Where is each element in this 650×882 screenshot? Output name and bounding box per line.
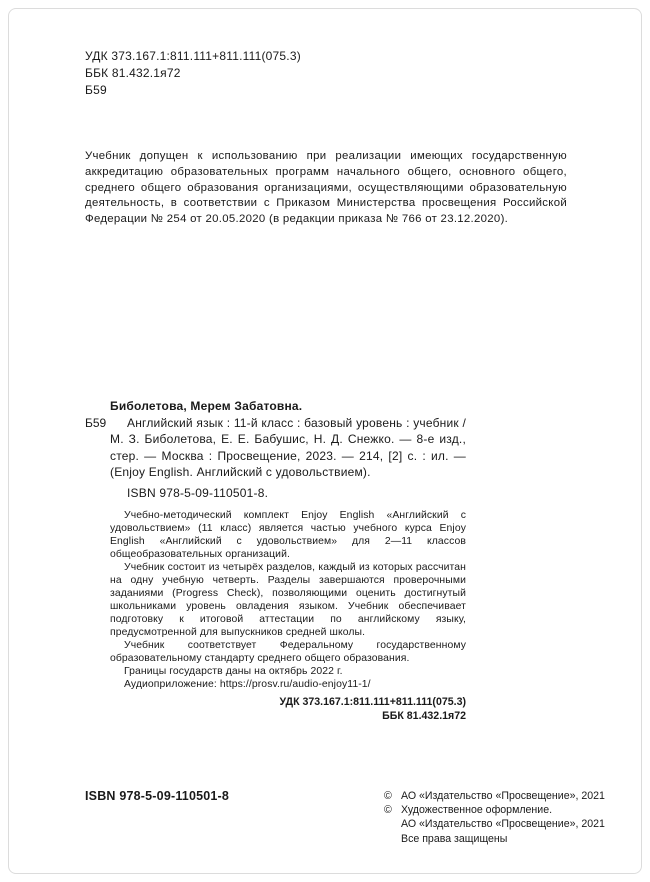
approval-paragraph: Учебник допущен к использованию при реализации имеющих государственную аккредитацию образовательных программ начального общего, основного общего, среднего общего образования организациями, осуществляющими образовательную деятельность, в соответствии с Приказом Министерства просвещения Российской Федерации № 254 от 20.05.2020 (в редакции приказа № 766 от 23.12.2020). — [85, 150, 567, 225]
annotation-paragraph-1: Учебно-методический комплект Enjoy English «Английский с удовольствием» (11 класс) является частью учебного курса Enjoy English «Английский с удовольствием» для 2—11 классов общеобразовательных организаций. — [110, 510, 466, 560]
copyright-symbol: © — [384, 804, 392, 817]
copyright-line — [384, 803, 605, 817]
copyright-text: Все права защищены — [401, 832, 508, 845]
top-classification-codes — [85, 48, 301, 99]
copyright-line — [384, 789, 605, 803]
copyright-line — [384, 817, 605, 831]
annotation-paragraph-2: Учебник состоит из четырёх разделов, каждый из которых рассчитан на одну учебную четверть. Разделы завершаются проверочными заданиями (Progress Check), позволяющими оценить достигнутый школьниками уровень овладения языком. Учебник обеспечивает подготовку к итоговой аттестации по английскому языку, предусмотренной для выпускников средней школы. — [110, 562, 466, 638]
copyright-line — [384, 832, 605, 846]
isbn-line: ISBN 978-5-09-110501-8. — [127, 485, 269, 500]
bbk-code-top: ББК 81.432.1я72 — [85, 66, 181, 80]
annotation-paragraph-5: Аудиоприложение: https://prosv.ru/audio-enjoy11-1/ — [124, 679, 371, 690]
bibliographic-entry-wrap — [85, 415, 466, 481]
annotation-paragraph-4: Границы государств даны на октябрь 2022 г. — [124, 666, 343, 677]
copyright-block — [384, 789, 605, 846]
bbk-code-bottom: ББК 81.432.1я72 — [382, 709, 466, 722]
copyright-text: АО «Издательство «Просвещение», 2021 — [401, 818, 605, 831]
author-line: Биболетова, Мерем Забатовна. — [110, 399, 303, 413]
copyright-symbol — [384, 817, 401, 831]
copyright-text: Художественное оформление. — [401, 804, 553, 817]
book-code-margin: Б59 — [85, 415, 107, 430]
annotation-paragraph-3: Учебник соответствует Федеральному государственному образовательному стандарту среднего общего образования. — [110, 640, 466, 664]
copyright-text: АО «Издательство «Просвещение», 2021 — [401, 790, 605, 802]
footer-isbn: ISBN 978-5-09-110501-8 — [85, 789, 230, 803]
udk-code-bottom: УДК 373.167.1:811.111+811.111(075.3) — [279, 696, 466, 708]
book-code-top: Б59 — [85, 83, 107, 97]
bibliographic-entry: Английский язык : 11-й класс : базовый уровень : учебник / М. З. Биболетова, Е. Е. Бабушис, Н. Д. Снежко. — 8-е изд., стер. — Москва : Просвещение, 2023. — 214, [2] с. : ил. — (Enjoy English. Английский с удовольствием). — [110, 415, 466, 479]
bibliographic-block — [85, 398, 466, 723]
bottom-classification-codes — [110, 696, 466, 723]
copyright-symbol — [384, 832, 401, 846]
copyright-symbol: © — [384, 790, 392, 802]
udk-code-top: УДК 373.167.1:811.111+811.111(075.3) — [85, 49, 301, 63]
